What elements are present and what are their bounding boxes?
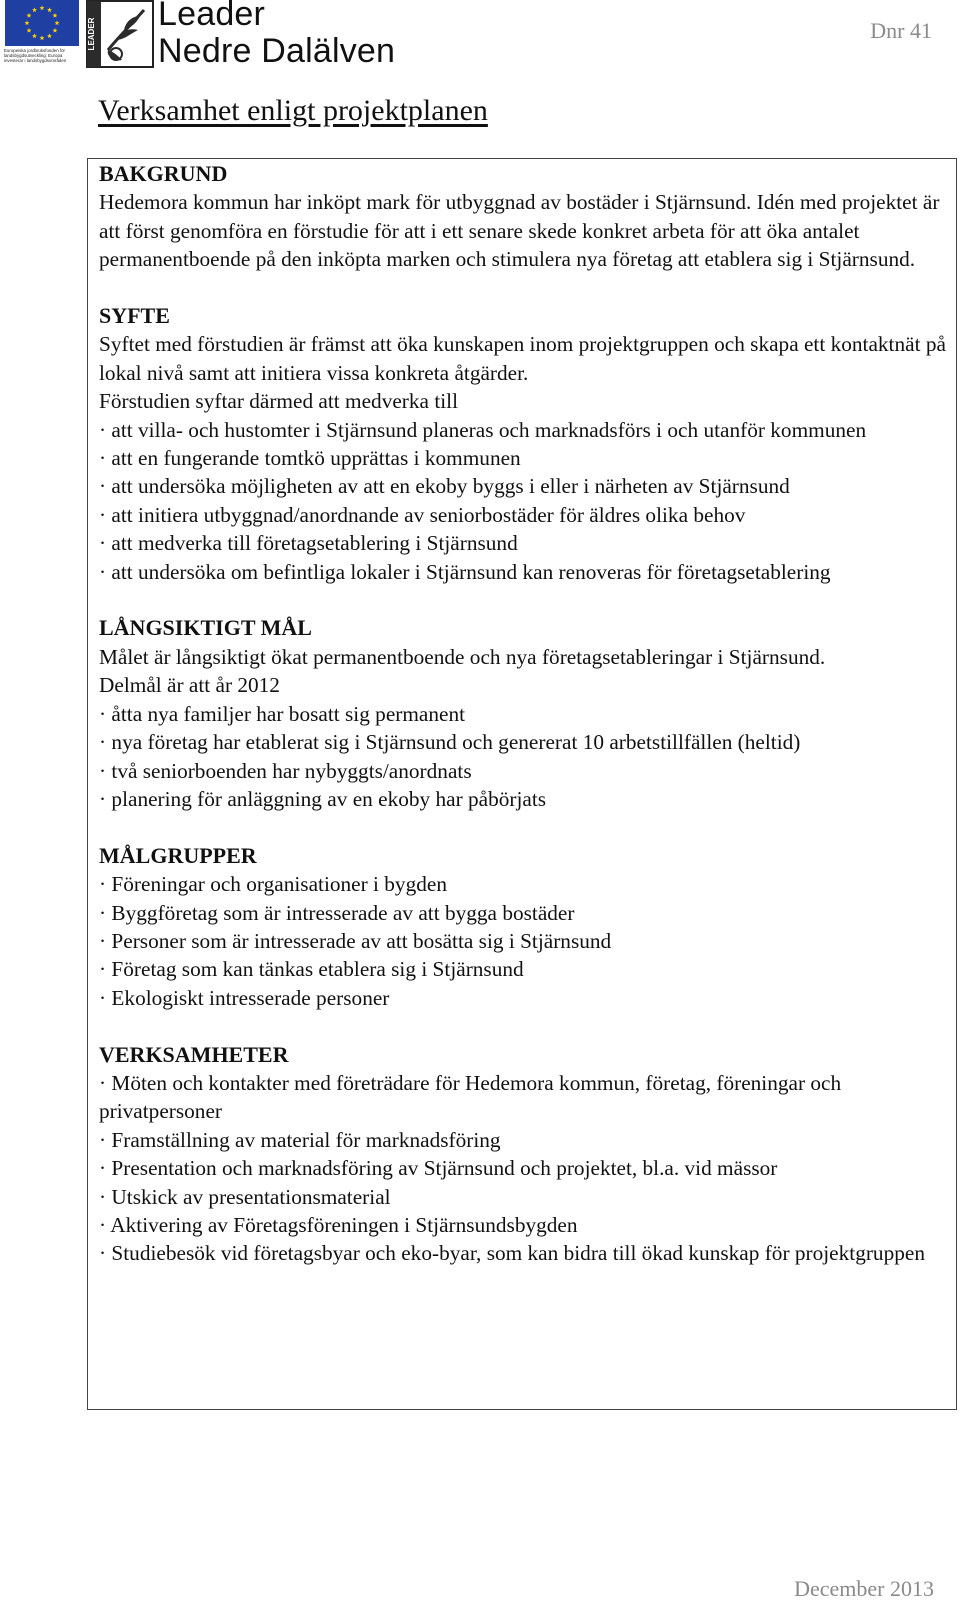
footer-date: December 2013 (794, 1576, 934, 1601)
list-item: · Presentation och marknadsföring av Stjärnsund och projektet, bl.a. vid mässor (99, 1154, 949, 1182)
section-langsiktigt-mal (99, 614, 949, 813)
list-item: · Byggföretag som är intresserade av att bygga bostäder (99, 899, 949, 927)
list-item: · att undersöka möjligheten av att en ekoby byggs i eller i närheten av Stjärnsund (99, 472, 949, 500)
list-item: · Utskick av presentationsmaterial (99, 1183, 949, 1211)
section-syfte (99, 302, 949, 586)
paragraph: Förstudien syftar därmed att medverka till (99, 389, 458, 414)
list-item: · Föreningar och organisationer i bygden (99, 870, 949, 898)
paragraph: Hedemora kommun har inköpt mark för utbyggnad av bostäder i Stjärnsund. Idén med projektet är att först genomföra en förstudie för att i ett senare skede konkret arbeta för att öka antalet permanentboende på den inköpta marken och stimulera nya företag att etablera sig i Stjärnsund. (99, 190, 940, 272)
list-item: · Ekologiskt intresserade personer (99, 984, 949, 1012)
section-heading: VERKSAMHETER (99, 1041, 289, 1067)
section-heading: LÅNGSIKTIGT MÅL (99, 615, 312, 641)
list-item: · Företag som kan tänkas etablera sig i Stjärnsund (99, 955, 949, 983)
list-item: · att villa- och hustomter i Stjärnsund planeras och marknadsförs i och utanför kommunen (99, 416, 949, 444)
section-bakgrund (99, 160, 949, 274)
page-header (0, 0, 960, 78)
section-malgrupper (99, 842, 949, 1012)
leader-emblem-label: LEADER (87, 17, 96, 51)
list-item: · Möten och kontakter med företrädare för Hedemora kommun, företag, föreningar och privatpersoner (99, 1069, 949, 1126)
brand-line-1: Leader (158, 0, 266, 33)
leader-emblem-icon (86, 0, 154, 68)
list-item: · planering för anläggning av en ekoby har påbörjats (99, 785, 949, 813)
page-title: Verksamhet enligt projektplanen (98, 94, 488, 127)
paragraph: Syftet med förstudien är främst att öka kunskapen inom projektgruppen och skapa ett kontaktnät på lokal nivå samt att initiera vissa konkreta åtgärder. (99, 332, 946, 385)
list-item: · Studiebesök vid företagsbyar och eko-byar, som kan bidra till ökad kunskap för projektgruppen (99, 1239, 949, 1267)
section-heading: BAKGRUND (99, 161, 228, 186)
section-verksamheter (99, 1041, 949, 1268)
list-item: · nya företag har etablerat sig i Stjärnsund och genererat 10 arbetstillfällen (heltid) (99, 728, 949, 756)
section-heading: SYFTE (99, 303, 170, 329)
list-item: · Aktivering av Företagsföreningen i Stjärnsundsbygden (99, 1211, 949, 1239)
paragraph: Delmål är att år 2012 (99, 673, 280, 698)
document-number: Dnr 41 (870, 18, 932, 43)
list-item: · att medverka till företagsetablering i Stjärnsund (99, 529, 949, 557)
list-item: · att initiera utbyggnad/anordnande av seniorbostäder för äldres olika behov (99, 501, 949, 529)
list-item: · att undersöka om befintliga lokaler i Stjärnsund kan renoveras för företagsetablering (99, 558, 949, 586)
brand-title (158, 0, 395, 70)
content-body (99, 160, 949, 1296)
section-heading: MÅLGRUPPER (99, 842, 257, 868)
list-item: · två seniorboenden har nybyggts/anordnats (99, 757, 949, 785)
list-item: · Personer som är intresserade av att bosätta sig i Stjärnsund (99, 927, 949, 955)
list-item: · åtta nya familjer har bosatt sig permanent (99, 700, 949, 728)
eu-fund-caption: Europeiska jordbruksfonden för landsbygdsutveckling: Europa investerar i landsbygdsområden (4, 48, 67, 63)
list-item: · att en fungerande tomtkö upprättas i kommunen (99, 444, 949, 472)
paragraph: Målet är långsiktigt ökat permanentboende och nya företagsetableringar i Stjärnsund. (99, 644, 826, 669)
list-item: · Framställning av material för marknadsföring (99, 1126, 949, 1154)
brand-line-2: Nedre Dalälven (158, 32, 396, 70)
